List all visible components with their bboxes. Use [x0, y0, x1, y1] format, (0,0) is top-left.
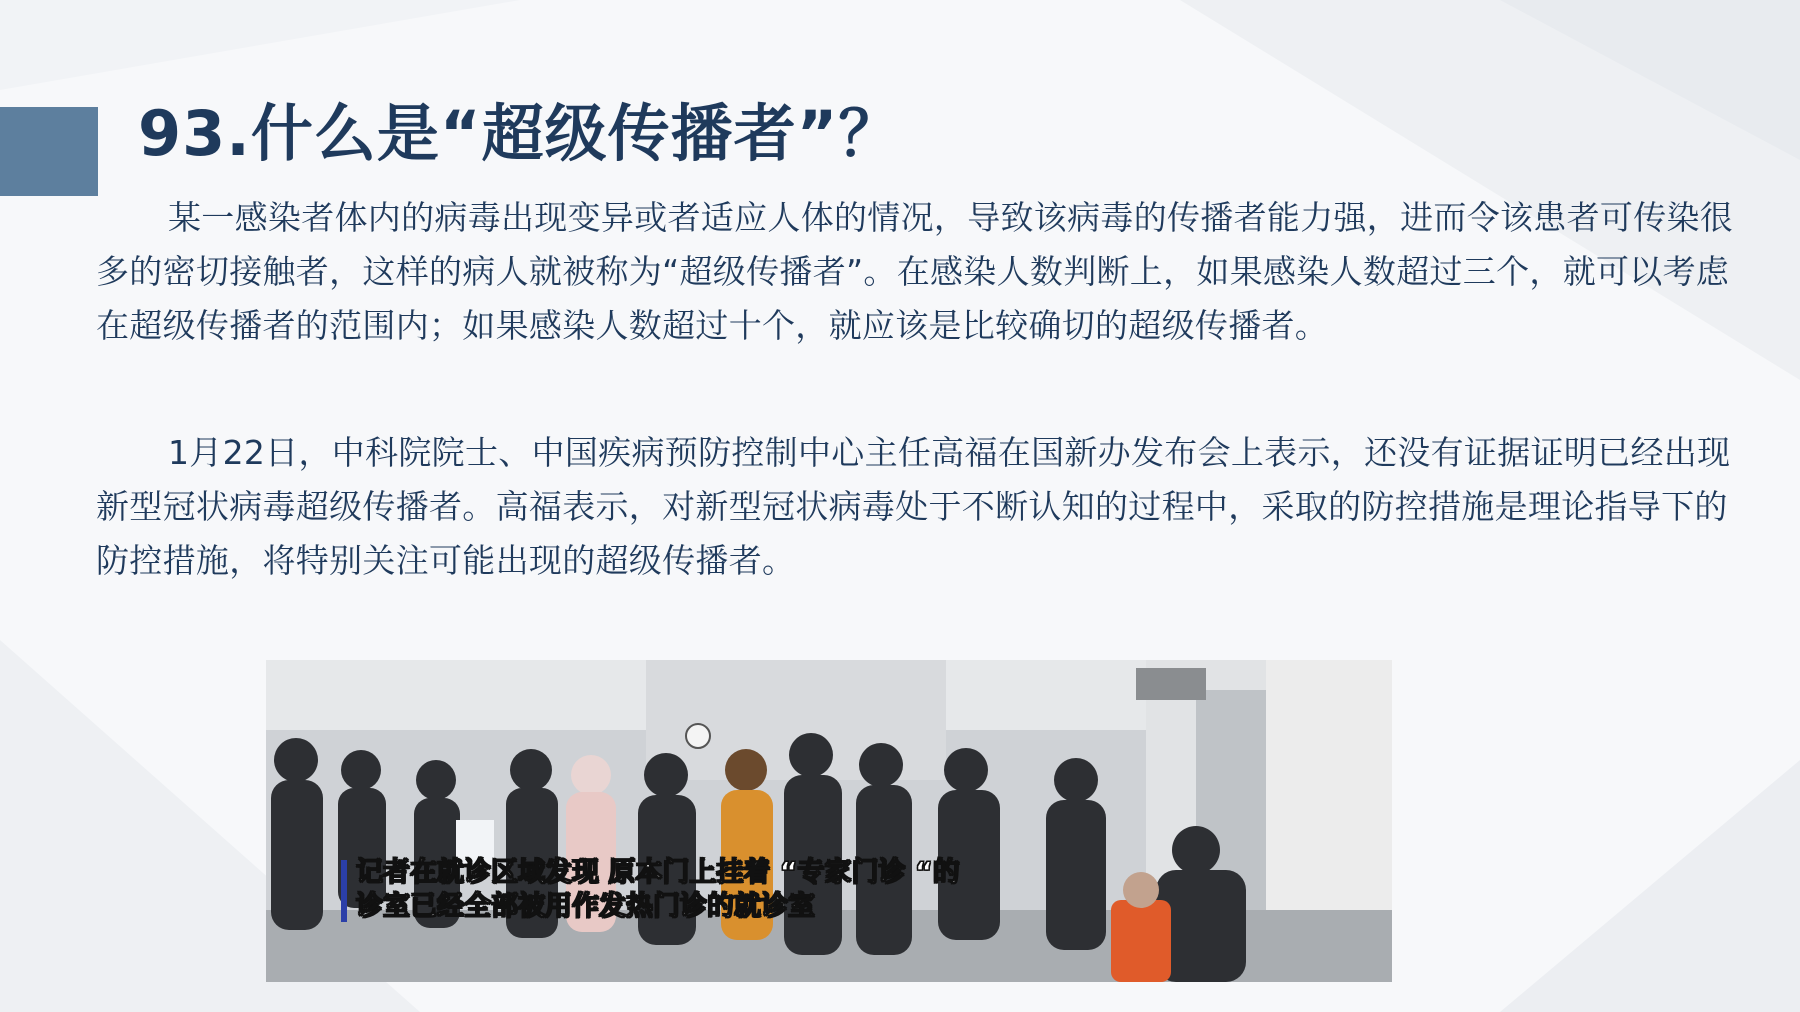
caption-marker: [341, 860, 347, 922]
paragraph-definition: 某一感染者体内的病毒出现变异或者适应人体的情况，导致该病毒的传播者能力强，进而令该患者可传染很多的密切接触者，这样的病人就被称为“超级传播者”。在感染人数判断上，如果感染人数超过三个，就可以考虑在超级传播者的范围内；如果感染人数超过十个，就应该是比较确切的超级传播者。: [96, 198, 1734, 345]
title-accent-block: [0, 107, 98, 196]
video-caption: [356, 856, 960, 924]
hospital-queue-photo: [266, 660, 1392, 982]
paragraph-news: 1月22日，中科院院士、中国疾病预防控制中心主任高福在国新办发布会上表示，还没有证据证明已经出现新型冠状病毒超级传播者。高福表示，对新型冠状病毒处于不断认知的过程中，采取的防控措施是理论指导下的防控措施，将特别关注可能出现的超级传播者。: [96, 433, 1731, 580]
caption-line-1: 记者在就诊区域发现 原本门上挂着 “专家门诊 “的: [356, 857, 960, 888]
caption-line-2: 诊室已经全部被用作发热门诊的就诊室: [356, 891, 815, 922]
photo-scene: [266, 660, 1392, 982]
slide-title: 93.什么是“超级传播者”？: [138, 97, 902, 170]
